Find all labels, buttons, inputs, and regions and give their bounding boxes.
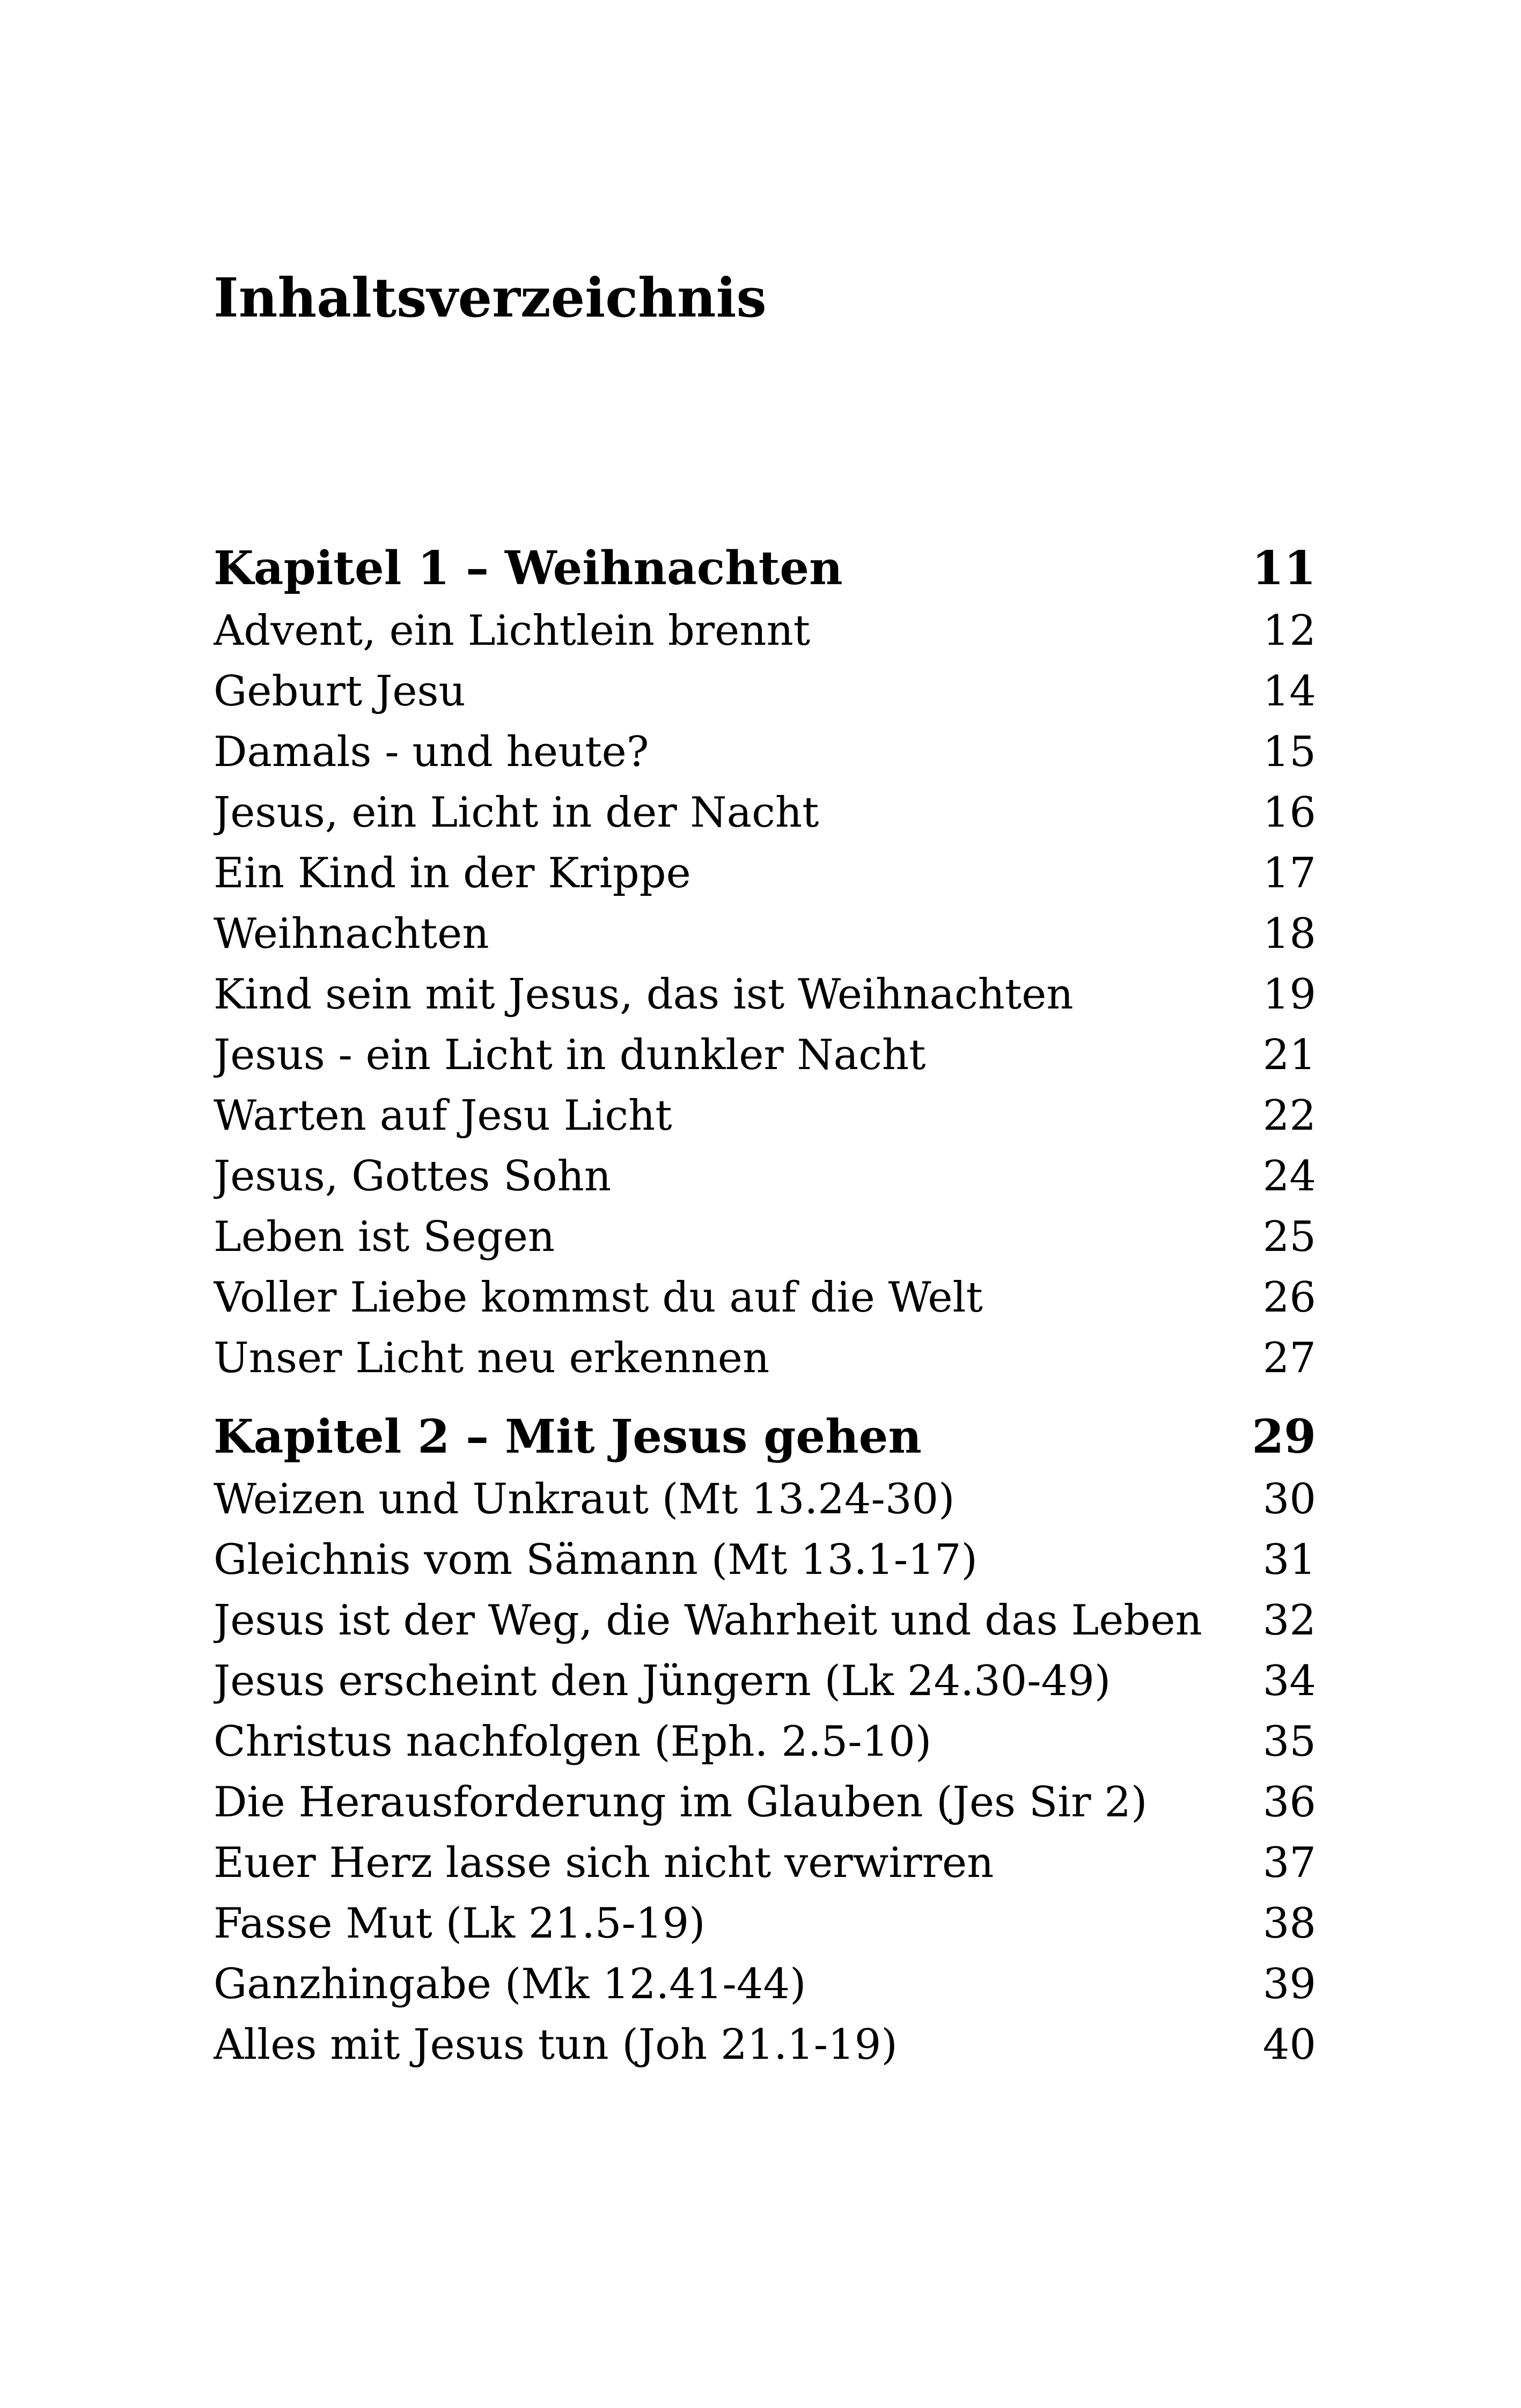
toc-chapter-heading[interactable] xyxy=(214,1405,1316,1469)
entry-page-number: 37 xyxy=(1262,1839,1316,1887)
entry-title: Leben ist Segen xyxy=(214,1213,555,1261)
entry-title: Advent, ein Lichtlein brennt xyxy=(214,607,811,655)
entry-title: Voller Liebe kommst du auf die Welt xyxy=(214,1273,983,1322)
entry-page-number: 25 xyxy=(1262,1213,1316,1261)
entry-title: Geburt Jesu xyxy=(214,667,466,716)
entry-page-number: 24 xyxy=(1262,1152,1316,1201)
toc-entry[interactable] xyxy=(214,1469,1316,1530)
toc-chapter xyxy=(214,536,1316,1389)
entry-title: Jesus, ein Licht in der Nacht xyxy=(214,789,819,837)
entry-title: Jesus - ein Licht in dunkler Nacht xyxy=(214,1031,926,1079)
entry-page-number: 32 xyxy=(1262,1596,1316,1645)
toc-entry[interactable] xyxy=(214,722,1316,783)
entry-title: Christus nachfolgen (Eph. 2.5-10) xyxy=(214,1718,932,1766)
toc-entry[interactable] xyxy=(214,1086,1316,1146)
entry-title: Die Herausforderung im Glauben (Jes Sir 2) xyxy=(214,1778,1148,1827)
toc-entry[interactable] xyxy=(214,601,1316,661)
toc-entry[interactable] xyxy=(214,1146,1316,1207)
toc-entry[interactable] xyxy=(214,661,1316,722)
entry-title: Jesus ist der Weg, die Wahrheit und das Leben xyxy=(214,1596,1202,1645)
chapter-title: Kapitel 2 – Mit Jesus gehen xyxy=(214,1410,922,1464)
entry-title: Ein Kind in der Krippe xyxy=(214,849,691,897)
entry-title: Jesus, Gottes Sohn xyxy=(214,1152,612,1201)
toc-entry[interactable] xyxy=(214,2015,1316,2075)
entry-page-number: 30 xyxy=(1262,1475,1316,1523)
toc-entry[interactable] xyxy=(214,783,1316,843)
toc-entry[interactable] xyxy=(214,1833,1316,1894)
entry-page-number: 27 xyxy=(1262,1334,1316,1382)
page-title: Inhaltsverzeichnis xyxy=(214,266,767,329)
entry-page-number: 12 xyxy=(1262,607,1316,655)
toc-entry[interactable] xyxy=(214,1712,1316,1772)
entry-title: Jesus erscheint den Jüngern (Lk 24.30-49) xyxy=(214,1657,1111,1705)
toc-entry[interactable] xyxy=(214,1954,1316,2015)
entry-title: Gleichnis vom Sämann (Mt 13.1-17) xyxy=(214,1536,978,1584)
entry-title: Kind sein mit Jesus, das ist Weihnachten xyxy=(214,970,1074,1019)
chapter-title: Kapitel 1 – Weihnachten xyxy=(214,541,843,595)
toc-entry[interactable] xyxy=(214,1268,1316,1328)
toc-entry[interactable] xyxy=(214,904,1316,964)
entry-title: Weihnachten xyxy=(214,910,489,958)
entry-page-number: 16 xyxy=(1262,789,1316,837)
entry-page-number: 15 xyxy=(1262,728,1316,776)
chapter-page-number: 29 xyxy=(1252,1410,1316,1464)
entry-page-number: 38 xyxy=(1262,1899,1316,1948)
toc-entry[interactable] xyxy=(214,1207,1316,1268)
toc-entry[interactable] xyxy=(214,964,1316,1025)
toc-entry[interactable] xyxy=(214,1530,1316,1590)
entry-page-number: 17 xyxy=(1262,849,1316,897)
toc-entry[interactable] xyxy=(214,1772,1316,1833)
toc-entry[interactable] xyxy=(214,1894,1316,1954)
entry-page-number: 14 xyxy=(1262,667,1316,716)
toc-entry[interactable] xyxy=(214,1651,1316,1712)
entry-page-number: 22 xyxy=(1262,1092,1316,1140)
toc-chapter xyxy=(214,1405,1316,2075)
entry-title: Alles mit Jesus tun (Joh 21.1-19) xyxy=(214,2021,898,2069)
entry-title: Weizen und Unkraut (Mt 13.24-30) xyxy=(214,1475,955,1523)
table-of-contents xyxy=(214,536,1316,2075)
entry-page-number: 36 xyxy=(1262,1778,1316,1827)
entry-page-number: 40 xyxy=(1262,2021,1316,2069)
entry-title: Warten auf Jesu Licht xyxy=(214,1092,672,1140)
entry-page-number: 19 xyxy=(1262,970,1316,1019)
toc-entry[interactable] xyxy=(214,843,1316,904)
entry-page-number: 26 xyxy=(1262,1273,1316,1322)
entry-title: Euer Herz lasse sich nicht verwirren xyxy=(214,1839,994,1887)
toc-entry[interactable] xyxy=(214,1328,1316,1389)
chapter-page-number: 11 xyxy=(1252,541,1316,595)
entry-page-number: 34 xyxy=(1262,1657,1316,1705)
entry-page-number: 39 xyxy=(1262,1960,1316,2008)
entry-page-number: 18 xyxy=(1262,910,1316,958)
entry-page-number: 35 xyxy=(1262,1718,1316,1766)
entry-page-number: 21 xyxy=(1262,1031,1316,1079)
entry-title: Unser Licht neu erkennen xyxy=(214,1334,770,1382)
entry-title: Ganzhingabe (Mk 12.41-44) xyxy=(214,1960,806,2008)
entry-page-number: 31 xyxy=(1262,1536,1316,1584)
toc-entry[interactable] xyxy=(214,1025,1316,1086)
toc-entry[interactable] xyxy=(214,1590,1316,1651)
toc-chapter-heading[interactable] xyxy=(214,536,1316,601)
entry-title: Damals - und heute? xyxy=(214,728,649,776)
entry-title: Fasse Mut (Lk 21.5-19) xyxy=(214,1899,706,1948)
